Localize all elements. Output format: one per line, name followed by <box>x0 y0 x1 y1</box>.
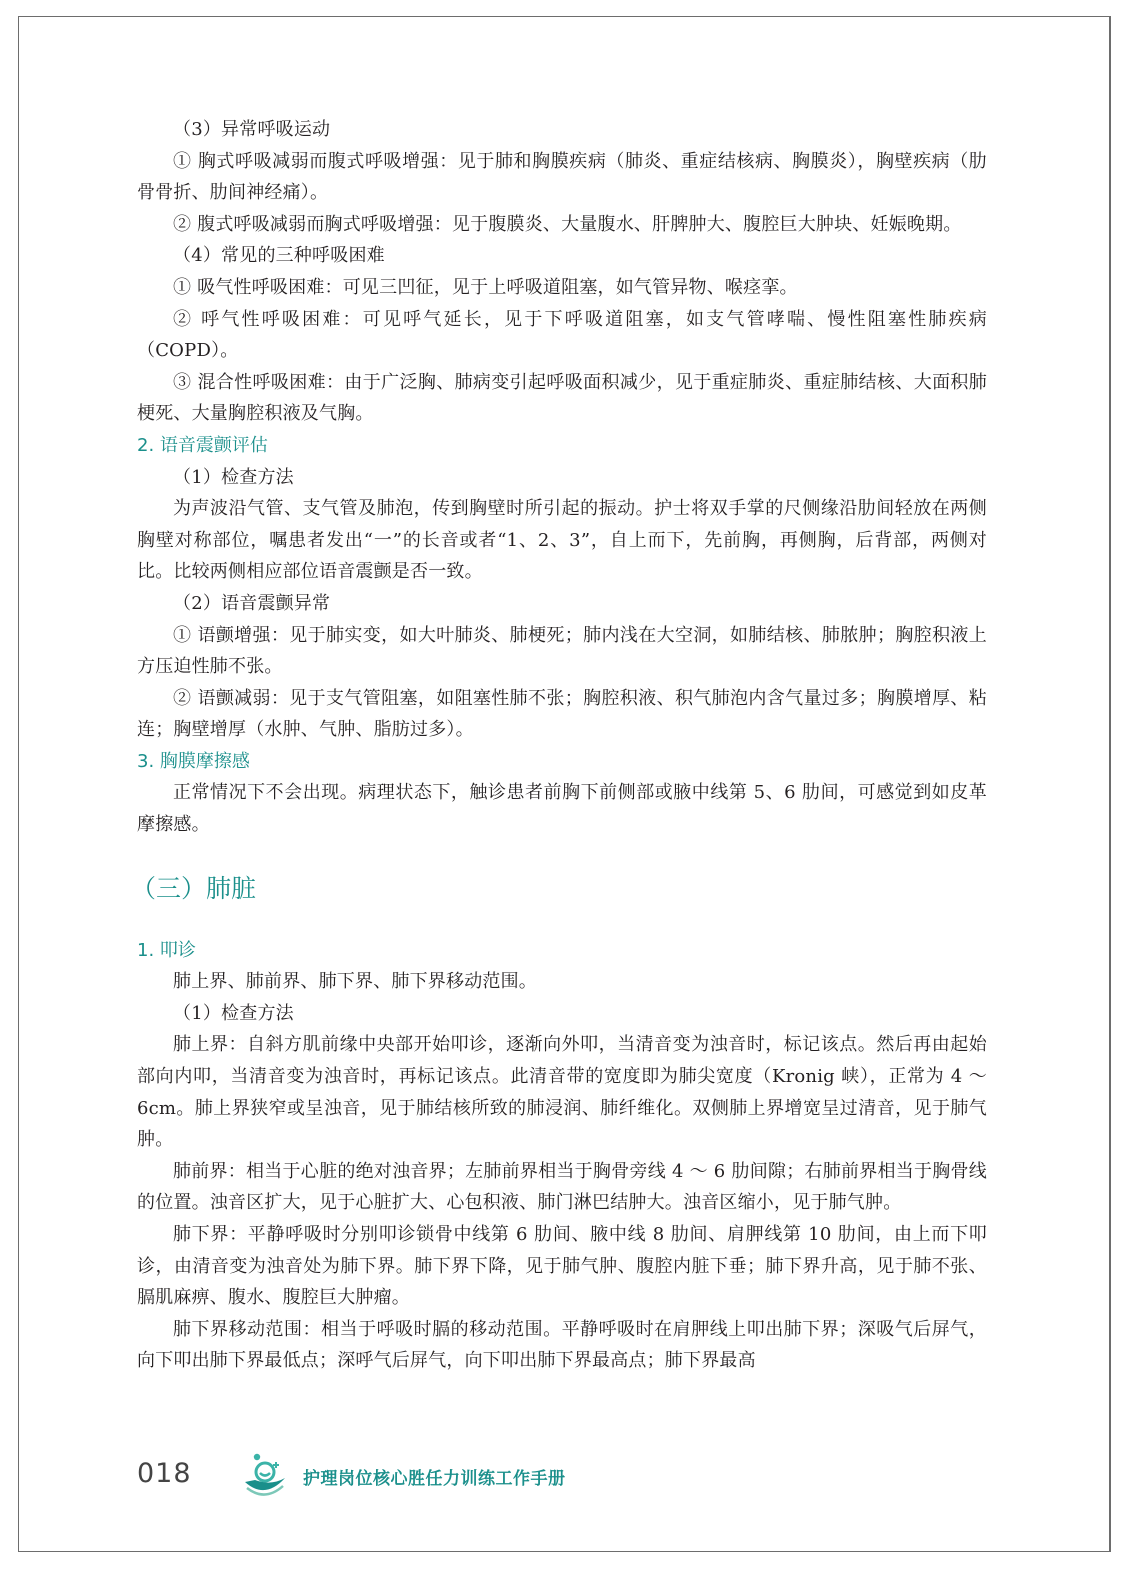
paragraph: （1）检查方法 <box>173 1002 294 1024</box>
document-body <box>131 114 987 1377</box>
paragraph: ① 吸气性呼吸困难：可见三凹征，见于上呼吸道阻塞，如气管异物、喉痉挛。 <box>173 276 798 298</box>
paragraph: 肺下界：平静呼吸时分别叩诊锁骨中线第 6 肋间、腋中线 8 肋间、肩胛线第 10 肋间，由上而下叩诊，由清音变为浊音处为肺下界。肺下界下降，见于肺气肿、腹腔内脏下垂；肺下界升高，见于肺不张、膈肌麻痹、腹水、腹腔巨大肿瘤。 <box>137 1224 987 1309</box>
paragraph: ② 腹式呼吸减弱而胸式呼吸增强：见于腹膜炎、大量腹水、肝脾肿大、腹腔巨大肿块、妊娠晚期。 <box>173 213 962 235</box>
paragraph: 为声波沿气管、支气管及肺泡，传到胸壁时所引起的振动。护士将双手掌的尺侧缘沿肋间轻放在两侧胸壁对称部位，嘱患者发出“一”的长音或者“1、2、3”，自上而下，先前胸，再侧胸，后背部，两侧对比。比较两侧相应部位语音震颤是否一致。 <box>137 498 987 583</box>
paragraph: （2）语音震颤异常 <box>173 592 331 614</box>
page-footer <box>137 1452 837 1504</box>
paragraph: （1）检查方法 <box>173 466 294 488</box>
paragraph: 肺上界、肺前界、肺下界、肺下界移动范围。 <box>173 971 537 993</box>
paragraph: （4）常见的三种呼吸困难 <box>173 245 385 267</box>
paragraph: 肺前界：相当于心脏的绝对浊音界；左肺前界相当于胸骨旁线 4 ～ 6 肋间隙；右肺前界相当于胸骨线的位置。浊音区扩大，见于心脏扩大、心包积液、肺门淋巴结肿大。浊音区缩小，见于肺气肿。 <box>137 1160 987 1214</box>
subsection-heading: 3. 胸膜摩擦感 <box>137 750 250 772</box>
paragraph: 正常情况下不会出现。病理状态下，触诊患者前胸下前侧部或腋中线第 5、6 肋间，可感觉到如皮革摩擦感。 <box>137 782 987 836</box>
paragraph: 肺上界：自斜方肌前缘中央部开始叩诊，逐渐向外叩，当清音变为浊音时，标记该点。然后再由起始部向内叩，当清音变为浊音时，再标记该点。此清音带的宽度即为肺尖宽度（Kronig 峡），正常为 4 ～ 6cm。肺上界狭窄或呈浊音，见于肺结核所致的肺浸润、肺纤维化。双侧肺上界增宽呈过清音，见于肺气肿。 <box>137 1034 987 1151</box>
paragraph: 肺下界移动范围：相当于呼吸时膈的移动范围。平静呼吸时在肩胛线上叩出肺下界；深吸气后屏气，向下叩出肺下界最低点；深呼气后屏气，向下叩出肺下界最高点；肺下界最高 <box>137 1318 987 1372</box>
page-number: 018 <box>137 1458 192 1489</box>
paragraph: ③ 混合性呼吸困难：由于广泛胸、肺病变引起呼吸面积减少，见于重症肺炎、重症肺结核、大面积肺梗死、大量胸腔积液及气胸。 <box>137 371 987 425</box>
paragraph: ② 语颤减弱：见于支气管阻塞，如阻塞性肺不张；胸腔积液、积气肺泡内含气量过多；胸膜增厚、粘连；胸壁增厚（水肿、气肿、脂肪过多）。 <box>137 687 987 741</box>
page-edge-rule <box>1110 16 1111 1552</box>
paragraph: （3）异常呼吸运动 <box>173 119 331 140</box>
subsection-heading: 2. 语音震颤评估 <box>137 434 268 456</box>
paragraph: ① 语颤增强：见于肺实变，如大叶肺炎、肺梗死；肺内浅在大空洞，如肺结核、肺脓肿；胸腔积液上方压迫性肺不张。 <box>137 624 987 678</box>
paragraph: ② 呼气性呼吸困难：可见呼气延长，见于下呼吸道阻塞，如支气管哮喘、慢性阻塞性肺疾病（COPD）。 <box>137 308 987 362</box>
nursing-handbook-logo-icon <box>243 1452 287 1498</box>
subsection-heading: 1. 叩诊 <box>137 939 196 961</box>
book-title: 护理岗位核心胜任力训练工作手册 <box>303 1469 566 1489</box>
paragraph: ① 胸式呼吸减弱而腹式呼吸增强：见于肺和胸膜疾病（肺炎、重症结核病、胸膜炎），胸壁疾病（肋骨骨折、肋间神经痛）。 <box>137 150 987 204</box>
section-heading: （三）肺脏 <box>131 873 257 903</box>
